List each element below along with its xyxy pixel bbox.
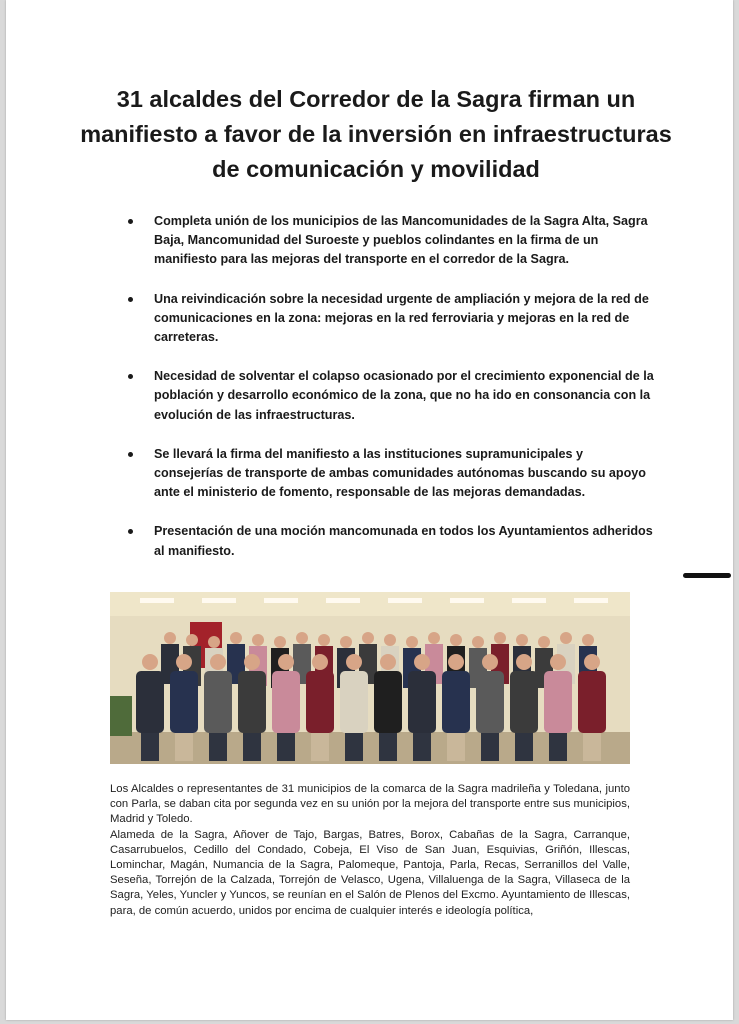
ceiling-light — [512, 598, 546, 603]
person-head — [142, 654, 158, 670]
person-head — [380, 654, 396, 670]
person-head — [186, 634, 198, 646]
person-head — [346, 654, 362, 670]
person-head — [448, 654, 464, 670]
person-head — [362, 632, 374, 644]
person-head — [516, 654, 532, 670]
ceiling-light — [264, 598, 298, 603]
person-legs — [583, 733, 601, 761]
scroll-handle[interactable] — [683, 573, 731, 578]
person-head — [252, 634, 264, 646]
person-head — [582, 634, 594, 646]
bullet-item — [124, 290, 654, 348]
person-head — [550, 654, 566, 670]
person-head — [384, 634, 396, 646]
person-legs — [549, 733, 567, 761]
person-head — [584, 654, 600, 670]
person-head — [278, 654, 294, 670]
plant — [110, 696, 132, 736]
person-body — [544, 671, 572, 733]
person-head — [340, 636, 352, 648]
group-photo-illustration — [110, 592, 630, 764]
bullet-text: Completa unión de los municipios de las Mancomunidades de la Sagra Alta, Sagra Baja, Mancomunidad del Suroeste y pueblos colindantes en la firma de un manifiesto para las mejoras del transporte en el corredor de la Sagra. — [154, 214, 648, 267]
person-head — [164, 632, 176, 644]
person-body — [408, 671, 436, 733]
person-legs — [209, 733, 227, 761]
person-head — [274, 636, 286, 648]
ceiling-light — [574, 598, 608, 603]
person-head — [406, 636, 418, 648]
person-legs — [311, 733, 329, 761]
person-head — [472, 636, 484, 648]
person-body — [340, 671, 368, 733]
ceiling-light — [450, 598, 484, 603]
bullet-item — [124, 522, 654, 560]
ceiling-light — [140, 598, 174, 603]
person-body — [306, 671, 334, 733]
person-legs — [277, 733, 295, 761]
caption-paragraph-1: Los Alcaldes o representantes de 31 municipios de la comarca de la Sagra madrileña y Toledana, junto con Parla, se daban cita por segunda vez en su unión por la mejora del transporte entre sus municipios, Madrid y Toledo. — [110, 783, 630, 826]
person-head — [208, 636, 220, 648]
person-head — [560, 632, 572, 644]
group-photo — [110, 592, 630, 764]
person-body — [442, 671, 470, 733]
person-head — [516, 634, 528, 646]
person-head — [450, 634, 462, 646]
person-legs — [447, 733, 465, 761]
bullet-item — [124, 212, 654, 270]
bullet-dot-icon — [128, 219, 133, 224]
bullet-item — [124, 367, 654, 425]
person-head — [312, 654, 328, 670]
ceiling-light — [326, 598, 360, 603]
bullet-item — [124, 445, 654, 503]
person-head — [318, 634, 330, 646]
caption-paragraph-2: Alameda de la Sagra, Añover de Tajo, Bargas, Batres, Borox, Cabañas de la Sagra, Carranque, Casarrubuelos, Cedillo del Condado, Cobeja, El Viso de San Juan, Esquivias, Griñón, Illescas, Lominchar, Magán, Numancia de la Sagra, Palomeque, Pantoja, Parla, Recas, Serranillos del Valle, Seseña, Torrejón de la Calzada, Torrejón de Velasco, Ugena, Villaluenga de la Sagra, Villaseca de la Sagra, Yeles, Yuncler y Yuncos, se reunían en el Salón de Plenos del Excmo. Ayuntamiento de Illescas, para, de común acuerdo, unidos por encima de cualquier interés e ideología política, — [110, 828, 630, 917]
person-head — [296, 632, 308, 644]
person-head — [210, 654, 226, 670]
person-body — [374, 671, 402, 733]
person-legs — [481, 733, 499, 761]
person-legs — [413, 733, 431, 761]
page-title: 31 alcaldes del Corredor de la Sagra firman un manifiesto a favor de la inversión en infraestructuras de comunicación y movilidad — [80, 86, 672, 182]
person-legs — [141, 733, 159, 761]
person-body — [476, 671, 504, 733]
person-head — [494, 632, 506, 644]
person-head — [244, 654, 260, 670]
person-body — [578, 671, 606, 733]
person-body — [510, 671, 538, 733]
ceiling-light — [388, 598, 422, 603]
person-body — [136, 671, 164, 733]
person-legs — [175, 733, 193, 761]
bullet-list — [124, 212, 654, 581]
person-head — [230, 632, 242, 644]
person-body — [170, 671, 198, 733]
person-body — [272, 671, 300, 733]
bullet-dot-icon — [128, 297, 133, 302]
bullet-text: Presentación de una moción mancomunada en todos los Ayuntamientos adheridos al manifiesto. — [154, 524, 653, 558]
person-head — [176, 654, 192, 670]
person-head — [538, 636, 550, 648]
bullet-text: Una reivindicación sobre la necesidad urgente de ampliación y mejora de la red de comunicaciones en la zona: mejoras en la red ferroviaria y mejoras en la red de carreteras. — [154, 291, 649, 345]
ceiling-light — [202, 598, 236, 603]
bullet-dot-icon — [128, 374, 133, 379]
person-legs — [379, 733, 397, 761]
bullet-text: Se llevará la firma del manifiesto a las instituciones supramunicipales y consejerías de transporte de ambas comunidades autónomas buscando su apoyo ante el ministerio de fomento, responsable de las mejoras demandadas. — [154, 446, 646, 500]
person-body — [238, 671, 266, 733]
document-page — [6, 0, 733, 1020]
person-legs — [515, 733, 533, 761]
bullet-text: Necesidad de solventar el colapso ocasionado por el crecimiento exponencial de la población y desarrollo económico de la zona, que no ha ido en consonancia con la evolución de las infraestructuras. — [154, 369, 654, 422]
person-head — [428, 632, 440, 644]
person-head — [482, 654, 498, 670]
photo-caption — [110, 782, 630, 919]
person-legs — [345, 733, 363, 761]
bullet-dot-icon — [128, 529, 133, 534]
person-legs — [243, 733, 261, 761]
person-head — [414, 654, 430, 670]
bullet-dot-icon — [128, 452, 133, 457]
person-body — [204, 671, 232, 733]
